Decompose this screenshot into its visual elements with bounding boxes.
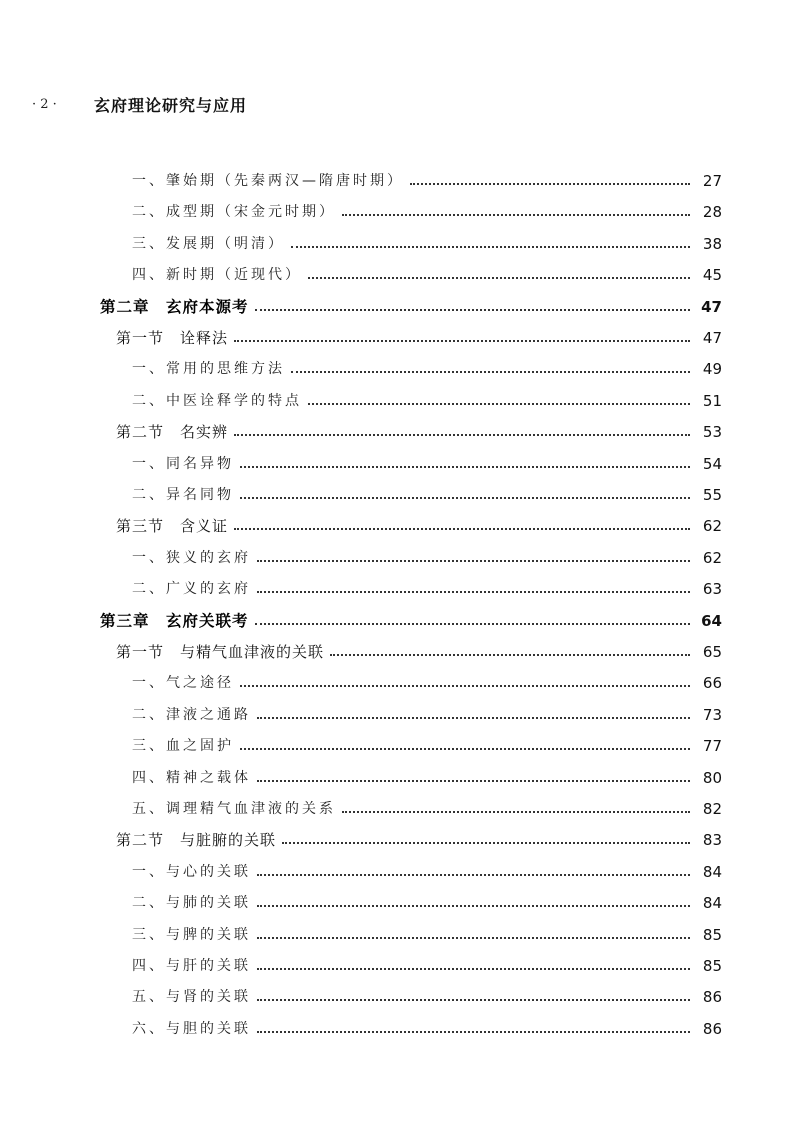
toc-entry-section[interactable]	[0, 827, 800, 853]
toc-entry-item[interactable]	[0, 545, 800, 571]
toc-entry-title: 三、与脾的关联	[132, 922, 253, 948]
dot-leader	[257, 859, 690, 885]
dot-leader	[308, 388, 690, 414]
toc-entry-page-number: 83	[702, 831, 722, 850]
dot-leader	[234, 513, 690, 539]
dot-leader	[240, 733, 690, 759]
toc-entry-page-number: 84	[702, 894, 722, 913]
toc-entry-page-number: 64	[701, 611, 722, 630]
dot-leader	[257, 1016, 690, 1042]
toc-entry-title: 二、成型期（宋金元时期）	[132, 199, 338, 225]
toc-entry-page-number: 49	[702, 360, 722, 379]
dot-leader	[255, 608, 690, 634]
toc-entry-item[interactable]	[0, 199, 800, 225]
dot-leader	[240, 670, 690, 696]
dot-leader	[342, 796, 690, 822]
dot-leader	[257, 922, 690, 948]
toc-entry-item[interactable]	[0, 922, 800, 948]
dot-leader	[257, 890, 690, 916]
toc-entry-title: 第三节 含义证	[116, 513, 230, 539]
toc-entry-title: 一、与心的关联	[132, 859, 253, 885]
toc-entry-item[interactable]	[0, 953, 800, 979]
toc-entry-item[interactable]	[0, 262, 800, 288]
dot-leader	[410, 168, 690, 194]
toc-entry-page-number: 55	[702, 486, 722, 504]
toc-entry-title: 二、中医诠释学的特点	[132, 388, 304, 414]
toc-entry-title: 四、新时期（近现代）	[132, 262, 304, 288]
toc-entry-page-number: 51	[702, 391, 722, 410]
toc-entry-chapter[interactable]	[0, 608, 800, 634]
toc-entry-page-number: 62	[702, 548, 722, 567]
toc-entry-title: 三、血之固护	[132, 733, 236, 759]
toc-entry-page-number: 86	[702, 1019, 722, 1038]
toc-entry-page-number: 73	[702, 705, 722, 724]
dot-leader	[257, 953, 690, 979]
book-title: 玄府理论研究与应用	[94, 95, 248, 115]
toc-entry-page-number: 80	[702, 768, 722, 787]
toc-entry-page-number: 65	[702, 643, 722, 661]
toc-entry-title: 三、发展期（明清）	[132, 231, 287, 257]
toc-entry-title: 五、调理精气血津液的关系	[132, 796, 338, 822]
toc-entry-page-number: 28	[702, 203, 722, 222]
toc-entry-title: 第一节 与精气血津液的关联	[116, 639, 326, 665]
dot-leader	[257, 545, 690, 571]
toc-entry-item[interactable]	[0, 451, 800, 477]
toc-entry-page-number: 85	[702, 925, 722, 944]
toc-entry-page-number: 62	[702, 517, 722, 536]
toc-entry-title: 第二节 与脏腑的关联	[116, 827, 278, 853]
toc-entry-page-number: 66	[702, 674, 722, 693]
toc-entry-page-number: 38	[702, 234, 722, 253]
toc-entry-chapter[interactable]	[0, 294, 800, 320]
toc-entry-page-number: 86	[702, 988, 722, 1007]
toc-entry-title: 一、狭义的玄府	[132, 545, 253, 571]
toc-entry-page-number: 53	[702, 423, 722, 442]
toc-entry-section[interactable]	[0, 639, 800, 665]
running-header	[32, 92, 247, 116]
toc-entry-title: 一、气之途径	[132, 670, 236, 696]
toc-entry-item[interactable]	[0, 890, 800, 916]
toc-entry-title: 六、与胆的关联	[132, 1016, 253, 1042]
toc-entry-item[interactable]	[0, 482, 800, 508]
toc-entry-title: 二、异名同物	[132, 482, 236, 508]
dot-leader	[234, 419, 690, 445]
dot-leader	[257, 576, 690, 602]
toc-entry-section[interactable]	[0, 513, 800, 539]
toc-entry-item[interactable]	[0, 1016, 800, 1042]
toc-entry-page-number: 77	[702, 737, 722, 756]
toc-entry-title: 第一节 诠释法	[116, 325, 230, 351]
toc-entry-item[interactable]	[0, 765, 800, 791]
toc-entry-title: 一、同名异物	[132, 451, 236, 477]
toc-entry-item[interactable]	[0, 702, 800, 728]
toc-entry-item[interactable]	[0, 859, 800, 885]
dot-leader	[240, 482, 690, 508]
toc-entry-title: 二、广义的玄府	[132, 576, 253, 602]
toc-entry-page-number: 47	[702, 329, 722, 347]
dot-leader	[255, 294, 690, 320]
toc-entry-page-number: 84	[702, 862, 722, 881]
toc-entry-page-number: 82	[702, 800, 722, 818]
toc-entry-title: 第三章 玄府关联考	[100, 608, 251, 634]
dot-leader	[308, 262, 690, 288]
toc-entry-section[interactable]	[0, 325, 800, 351]
toc-entry-page-number: 45	[702, 266, 722, 285]
dot-leader	[291, 356, 690, 382]
toc-entry-section[interactable]	[0, 419, 800, 445]
toc-entry-title: 四、精神之载体	[132, 765, 253, 791]
toc-entry-title: 四、与肝的关联	[132, 953, 253, 979]
toc-entry-title: 二、与肺的关联	[132, 890, 253, 916]
toc-entry-page-number: 47	[701, 297, 722, 316]
toc-entry-item[interactable]	[0, 796, 800, 822]
toc-entry-page-number: 63	[702, 580, 722, 599]
toc-entry-title: 第二节 名实辨	[116, 419, 230, 445]
toc-entry-item[interactable]	[0, 231, 800, 257]
toc-entry-page-number: 85	[702, 957, 722, 975]
toc-entry-title: 一、肇始期（先秦两汉—隋唐时期）	[132, 168, 406, 194]
toc-entry-item[interactable]	[0, 388, 800, 414]
toc-entry-item[interactable]	[0, 984, 800, 1010]
toc-entry-title: 二、津液之通路	[132, 702, 253, 728]
toc-entry-item[interactable]	[0, 356, 800, 382]
page-number: · 2 ·	[32, 96, 57, 112]
toc-entry-title: 一、常用的思维方法	[132, 356, 287, 382]
dot-leader	[257, 765, 690, 791]
dot-leader	[330, 639, 690, 665]
toc-entry-item[interactable]	[0, 733, 800, 759]
dot-leader	[342, 199, 690, 225]
toc-entry-item[interactable]	[0, 670, 800, 696]
toc-entry-item[interactable]	[0, 168, 800, 194]
toc-entry-title: 第二章 玄府本源考	[100, 294, 251, 320]
dot-leader	[257, 702, 690, 728]
dot-leader	[282, 827, 690, 853]
dot-leader	[257, 984, 690, 1010]
dot-leader	[234, 325, 690, 351]
dot-leader	[291, 231, 690, 257]
dot-leader	[240, 451, 690, 477]
toc-entry-item[interactable]	[0, 576, 800, 602]
toc-entry-page-number: 27	[702, 172, 722, 190]
toc-entry-title: 五、与肾的关联	[132, 984, 253, 1010]
toc-entry-page-number: 54	[702, 454, 722, 473]
